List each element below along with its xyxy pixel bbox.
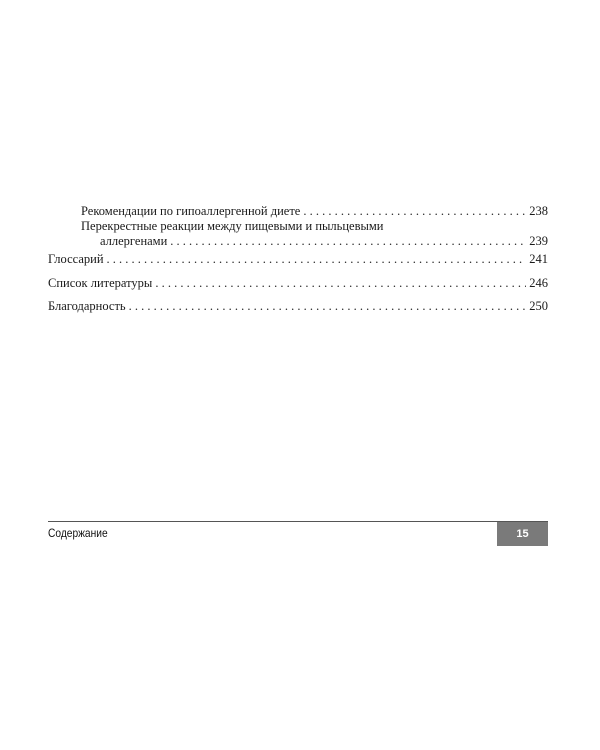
toc-entry-title: Благодарность — [48, 299, 126, 313]
page-number-badge — [497, 522, 548, 546]
page-number: 15 — [516, 528, 529, 540]
toc-leader-dots — [107, 252, 527, 267]
toc-entry-page: 241 — [529, 252, 548, 266]
toc-entry-page: 238 — [529, 204, 548, 218]
toc-entry-acknowledgements[interactable] — [48, 299, 548, 314]
toc-entry-cross-reactions[interactable] — [100, 234, 548, 249]
toc-leader-dots — [129, 299, 527, 314]
toc-entry-page: 239 — [529, 234, 548, 248]
toc-entry-cross-reactions-line1[interactable]: Перекрестные реакции между пищевыми и пыльцевыми — [81, 219, 384, 233]
toc-leader-dots — [155, 276, 526, 291]
toc-entry-glossary[interactable] — [48, 252, 548, 267]
toc-entry-hypoallergenic-diet[interactable] — [81, 204, 548, 219]
toc-entry-page: 246 — [529, 276, 548, 290]
footer-divider — [48, 521, 548, 522]
toc-entry-title: Список литературы — [48, 276, 153, 290]
toc-entry-bibliography[interactable] — [48, 276, 548, 291]
toc-entry-title: аллергенами — [100, 234, 168, 248]
toc-leader-dots — [170, 234, 526, 249]
footer-section-title: Содержание — [48, 526, 108, 540]
toc-entry-page: 250 — [529, 299, 548, 313]
toc-entry-title: Глоссарий — [48, 252, 104, 266]
toc-entry-title: Рекомендации по гипоаллергенной диете — [81, 204, 301, 218]
toc-leader-dots — [303, 204, 526, 219]
